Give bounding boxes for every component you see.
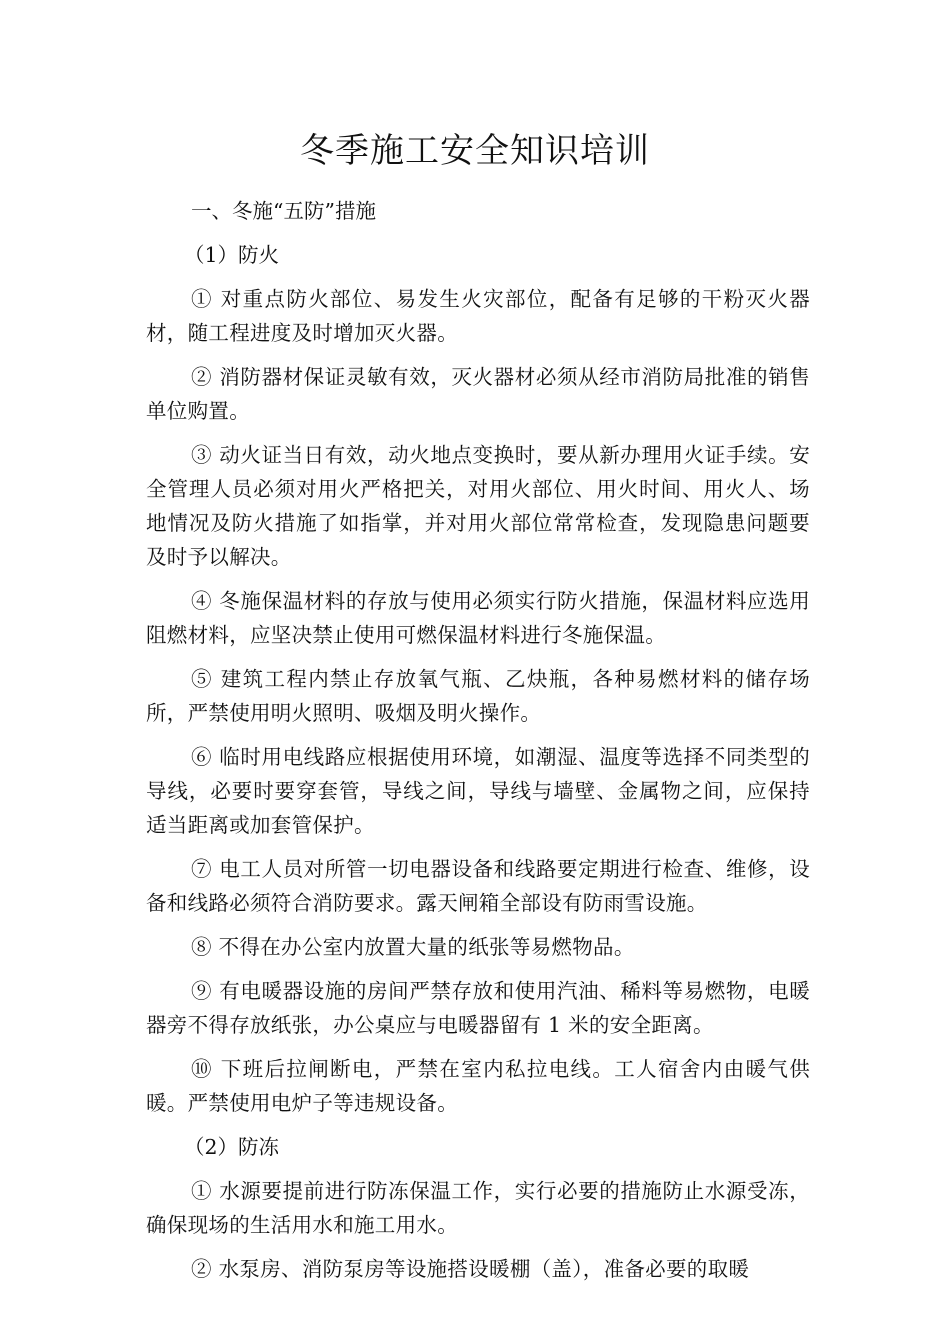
freeze-item-1: ① 水源要提前进行防冻保温工作，实行必要的措施防止水源受冻，确保现场的生活用水和施工用水。 — [146, 1179, 810, 1237]
fire-item-1: ① 对重点防火部位、易发生火灾部位，配备有足够的干粉灭火器材，随工程进度及时增加灭火器。 — [146, 287, 810, 345]
fire-item-8: ⑧ 不得在办公室内放置大量的纸张等易燃物品。 — [191, 935, 635, 959]
document-body — [146, 194, 810, 1286]
fire-item-6: ⑥ 临时用电线路应根据使用环境，如潮湿、温度等选择不同类型的导线，必要时要穿套管，导线之间，导线与墙壁、金属物之间，应保持适当距离或加套管保护。 — [146, 745, 810, 837]
document-title: 冬季施工安全知识培训 — [300, 131, 650, 171]
subsection-fire: （1）防火 — [184, 243, 280, 267]
freeze-item-2: ② 水泵房、消防泵房等设施搭设暖棚（盖），准备必要的取暖 — [191, 1257, 750, 1281]
fire-item-4: ④ 冬施保温材料的存放与使用必须实行防火措施，保温材料应选用阻燃材料，应坚决禁止使用可燃保温材料进行冬施保温。 — [146, 589, 810, 647]
fire-item-3: ③ 动火证当日有效，动火地点变换时，要从新办理用火证手续。安全管理人员必须对用火严格把关，对用火部位、用火时间、用火人、场地情况及防火措施了如指掌，并对用火部位常常检查，发现隐患问题要及时予以解决。 — [146, 443, 810, 569]
fire-item-7: ⑦ 电工人员对所管一切电器设备和线路要定期进行检查、维修，设备和线路必须符合消防要求。露天闸箱全部设有防雨雪设施。 — [146, 857, 810, 915]
subsection-freeze: （2）防冻 — [184, 1135, 280, 1159]
section-heading: 一、冬施“五防”措施 — [191, 199, 376, 223]
fire-item-9: ⑨ 有电暖器设施的房间严禁存放和使用汽油、稀料等易燃物，电暖器旁不得存放纸张，办公桌应与电暖器留有 1 米的安全距离。 — [146, 979, 810, 1037]
fire-item-2: ② 消防器材保证灵敏有效，灭火器材必须从经市消防局批准的销售单位购置。 — [146, 365, 810, 423]
fire-item-5: ⑤ 建筑工程内禁止存放氧气瓶、乙炔瓶，各种易燃材料的储存场所，严禁使用明火照明、吸烟及明火操作。 — [146, 667, 810, 725]
fire-item-10: ⑩ 下班后拉闸断电，严禁在室内私拉电线。工人宿舍内由暖气供暖。严禁使用电炉子等违规设备。 — [146, 1057, 810, 1115]
